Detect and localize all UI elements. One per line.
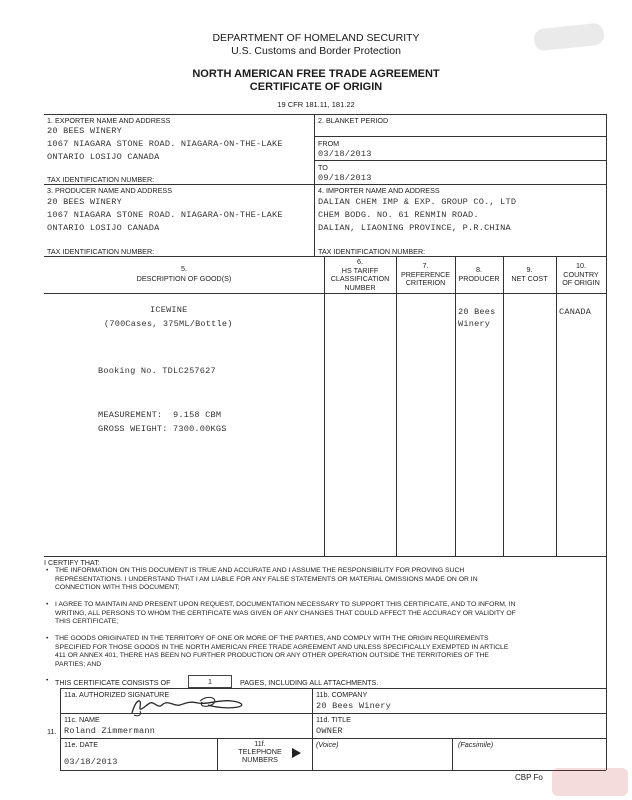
col7-line2: CRITERION bbox=[405, 278, 446, 287]
certify-p1-line3: CONNECTION WITH THIS DOCUMENT; bbox=[55, 584, 180, 592]
exporter-address-line1: 1067 NIAGARA STONE ROAD. NIAGARA-ON-THE-LAKE bbox=[47, 139, 283, 149]
col6-header bbox=[324, 258, 396, 292]
company-label: 11b. COMPANY bbox=[316, 690, 368, 699]
certify-paragraph-1 bbox=[55, 567, 478, 593]
blanket-from-label: FROM bbox=[318, 139, 340, 148]
title-label: 11d. TITLE bbox=[316, 715, 351, 724]
importer-label: 4. IMPORTER NAME AND ADDRESS bbox=[318, 186, 440, 195]
voice-label: (Voice) bbox=[316, 740, 339, 749]
blanket-from-value: 03/18/2013 bbox=[318, 149, 372, 159]
handwritten-signature bbox=[128, 693, 268, 719]
producer-tax-id-label: TAX IDENTIFICATION NUMBER: bbox=[47, 247, 155, 256]
agency-name: U.S. Customs and Border Protection bbox=[231, 45, 401, 57]
telephone-number: 11f. bbox=[254, 739, 266, 748]
goods-producer-line2: Winery bbox=[458, 319, 491, 329]
telephone-label bbox=[228, 740, 292, 764]
importer-line2: CHEM BODG. NO. 61 RENMIN ROAD. bbox=[318, 210, 479, 220]
certify-paragraph-3 bbox=[55, 635, 508, 669]
certify-p3-line3: 411 OR ANNEX 401, THERE HAS BEEN NO FURTHER PRODUCTION OR ANY OTHER OPERATION OUTSIDE THE TERRITORIES OF THE bbox=[55, 652, 489, 660]
name-label: 11c. NAME bbox=[64, 715, 100, 724]
bullet-marker: • bbox=[46, 601, 49, 608]
cfr-reference: 19 CFR 181.11, 181.22 bbox=[277, 100, 355, 109]
col6-number: 6. bbox=[357, 257, 363, 266]
goods-packing: (700Cases, 375ML/Bottle) bbox=[104, 319, 233, 329]
col6-line3: NUMBER bbox=[344, 282, 376, 292]
item-11-number: 11. bbox=[47, 727, 57, 736]
certify-p1-line1: THE INFORMATION ON THIS DOCUMENT IS TRUE AND ACCURATE AND I ASSUME THE RESPONSIBILITY FOR PROVING SUCH bbox=[55, 567, 465, 574]
col7-line1: PREFERENCE bbox=[400, 269, 451, 279]
col6-line2: CLASSIFICATION bbox=[330, 274, 390, 283]
certify-p3-line4: PARTIES; AND bbox=[55, 660, 102, 668]
certify-p2-line1: I AGREE TO MAINTAIN AND PRESENT UPON REQUEST, DOCUMENTATION NECESSARY TO SUPPORT THIS CERTIFICATE, AND TO INFORM, IN bbox=[55, 601, 516, 608]
company-value: 20 Bees Winery bbox=[316, 701, 391, 711]
measurement: MEASUREMENT: 9.158 CBM bbox=[98, 410, 222, 420]
certify-p1-line2: REPRESENTATIONS. I UNDERSTAND THAT I AM LIABLE FOR ANY FALSE STATEMENTS OR MATERIAL OMISSIONS MADE ON OR IN bbox=[55, 575, 478, 583]
certify-p2-line2: WRITING, ALL PERSONS TO WHOM THE CERTIFICATE WAS GIVEN OF ANY CHANGES THAT COULD AFFECT THE ACCURACY OR VALIDITY OF bbox=[55, 609, 516, 617]
telephone-line2: NUMBERS bbox=[242, 755, 278, 764]
blanket-to-value: 09/18/2013 bbox=[318, 173, 372, 183]
watermark-mark bbox=[552, 768, 628, 796]
col9-header bbox=[503, 266, 556, 283]
certify-paragraph-2 bbox=[55, 601, 516, 627]
col7-header bbox=[396, 262, 455, 288]
bullet-marker: • bbox=[46, 567, 49, 574]
col9-number: 9. bbox=[526, 265, 533, 274]
col5-header: DESCRIPTION OF GOOD(S) bbox=[136, 274, 232, 283]
col8-header bbox=[455, 266, 503, 283]
col8-number: 8. bbox=[476, 265, 482, 274]
goods-producer-line1: 20 Bees bbox=[458, 307, 496, 317]
consists-label: THIS CERTIFICATE CONSISTS OF bbox=[55, 678, 171, 687]
date-value: 03/18/2013 bbox=[64, 757, 118, 767]
form-subtitle: CERTIFICATE OF ORIGIN bbox=[249, 81, 383, 93]
exporter-name: 20 BEES WINERY bbox=[47, 126, 122, 136]
importer-line3: DALIAN, LIAONING PROVINCE, P.R.CHINA bbox=[318, 223, 511, 233]
date-label: 11e. DATE bbox=[64, 740, 99, 749]
blanket-period-label: 2. BLANKET PERIOD bbox=[318, 116, 389, 125]
certify-p3-line1: THE GOODS ORIGINATED IN THE TERRITORY OF ONE OR MORE OF THE PARTIES, AND COMPLY WITH THE ORIGIN REQUIREMENTS bbox=[55, 635, 489, 642]
col5-number: 5. bbox=[181, 264, 187, 273]
form-code: CBP Fo bbox=[515, 773, 543, 782]
title-value: OWNER bbox=[316, 726, 343, 736]
col10-header bbox=[556, 262, 606, 288]
bullet-marker: • bbox=[46, 635, 49, 642]
exporter-tax-id-label: TAX IDENTIFICATION NUMBER: bbox=[47, 175, 155, 184]
producer-address-line2: ONTARIO LOSIJO CANADA bbox=[47, 223, 160, 233]
col6-line1: HS TARIFF bbox=[341, 265, 379, 275]
booking-number: Booking No. TDLC257627 bbox=[98, 366, 216, 376]
col10-number: 10. bbox=[576, 261, 586, 270]
producer-label: 3. PRODUCER NAME AND ADDRESS bbox=[47, 186, 173, 195]
certify-p2-line3: THIS CERTIFICATE; bbox=[55, 618, 119, 626]
name-value: Roland Zimmermann bbox=[64, 726, 156, 736]
col10-line2: OF ORIGIN bbox=[562, 278, 600, 287]
producer-name: 20 BEES WINERY bbox=[47, 197, 122, 207]
producer-address-line1: 1067 NIAGARA STONE ROAD. NIAGARA-ON-THE-LAKE bbox=[47, 210, 283, 220]
department-name: DEPARTMENT OF HOMELAND SECURITY bbox=[212, 32, 420, 44]
signature-label: 11a. AUTHORIZED SIGNATURE bbox=[64, 690, 170, 699]
facsimile-label: (Facsimile) bbox=[458, 740, 494, 749]
gross-weight: GROSS WEIGHT: 7300.00KGS bbox=[98, 424, 227, 434]
form-title: NORTH AMERICAN FREE TRADE AGREEMENT bbox=[192, 68, 440, 80]
pages-count-field[interactable]: 1 bbox=[188, 675, 232, 688]
pages-label: PAGES, INCLUDING ALL ATTACHMENTS. bbox=[240, 678, 379, 687]
col8-line1: PRODUCER bbox=[458, 273, 500, 283]
col10-line1: COUNTRY bbox=[563, 269, 599, 279]
bullet-marker: • bbox=[46, 677, 49, 684]
exporter-label: 1. EXPORTER NAME AND ADDRESS bbox=[47, 116, 171, 125]
importer-line1: DALIAN CHEM IMP & EXP. GROUP CO., LTD bbox=[318, 197, 517, 207]
blanket-to-label: TO bbox=[318, 163, 328, 172]
col9-line1: NET COST bbox=[511, 273, 548, 283]
goods-country: CANADA bbox=[559, 307, 592, 317]
certify-p3-line2: SPECIFIED FOR THOSE GOODS IN THE NORTH AMERICAN FREE TRADE AGREEMENT AND UNLESS SPECIFICALLY EXEMPTED IN ARTICLE bbox=[55, 643, 509, 651]
importer-tax-id-label: TAX IDENTIFICATION NUMBER: bbox=[318, 247, 426, 256]
certify-heading: I CERTIFY THAT: bbox=[44, 558, 100, 567]
telephone-line1: TELEPHONE bbox=[238, 747, 282, 756]
col7-number: 7. bbox=[422, 261, 429, 270]
exporter-address-line2: ONTARIO LOSIJO CANADA bbox=[47, 152, 160, 162]
arrow-right-icon bbox=[292, 748, 301, 758]
goods-name: ICEWINE bbox=[150, 305, 188, 315]
